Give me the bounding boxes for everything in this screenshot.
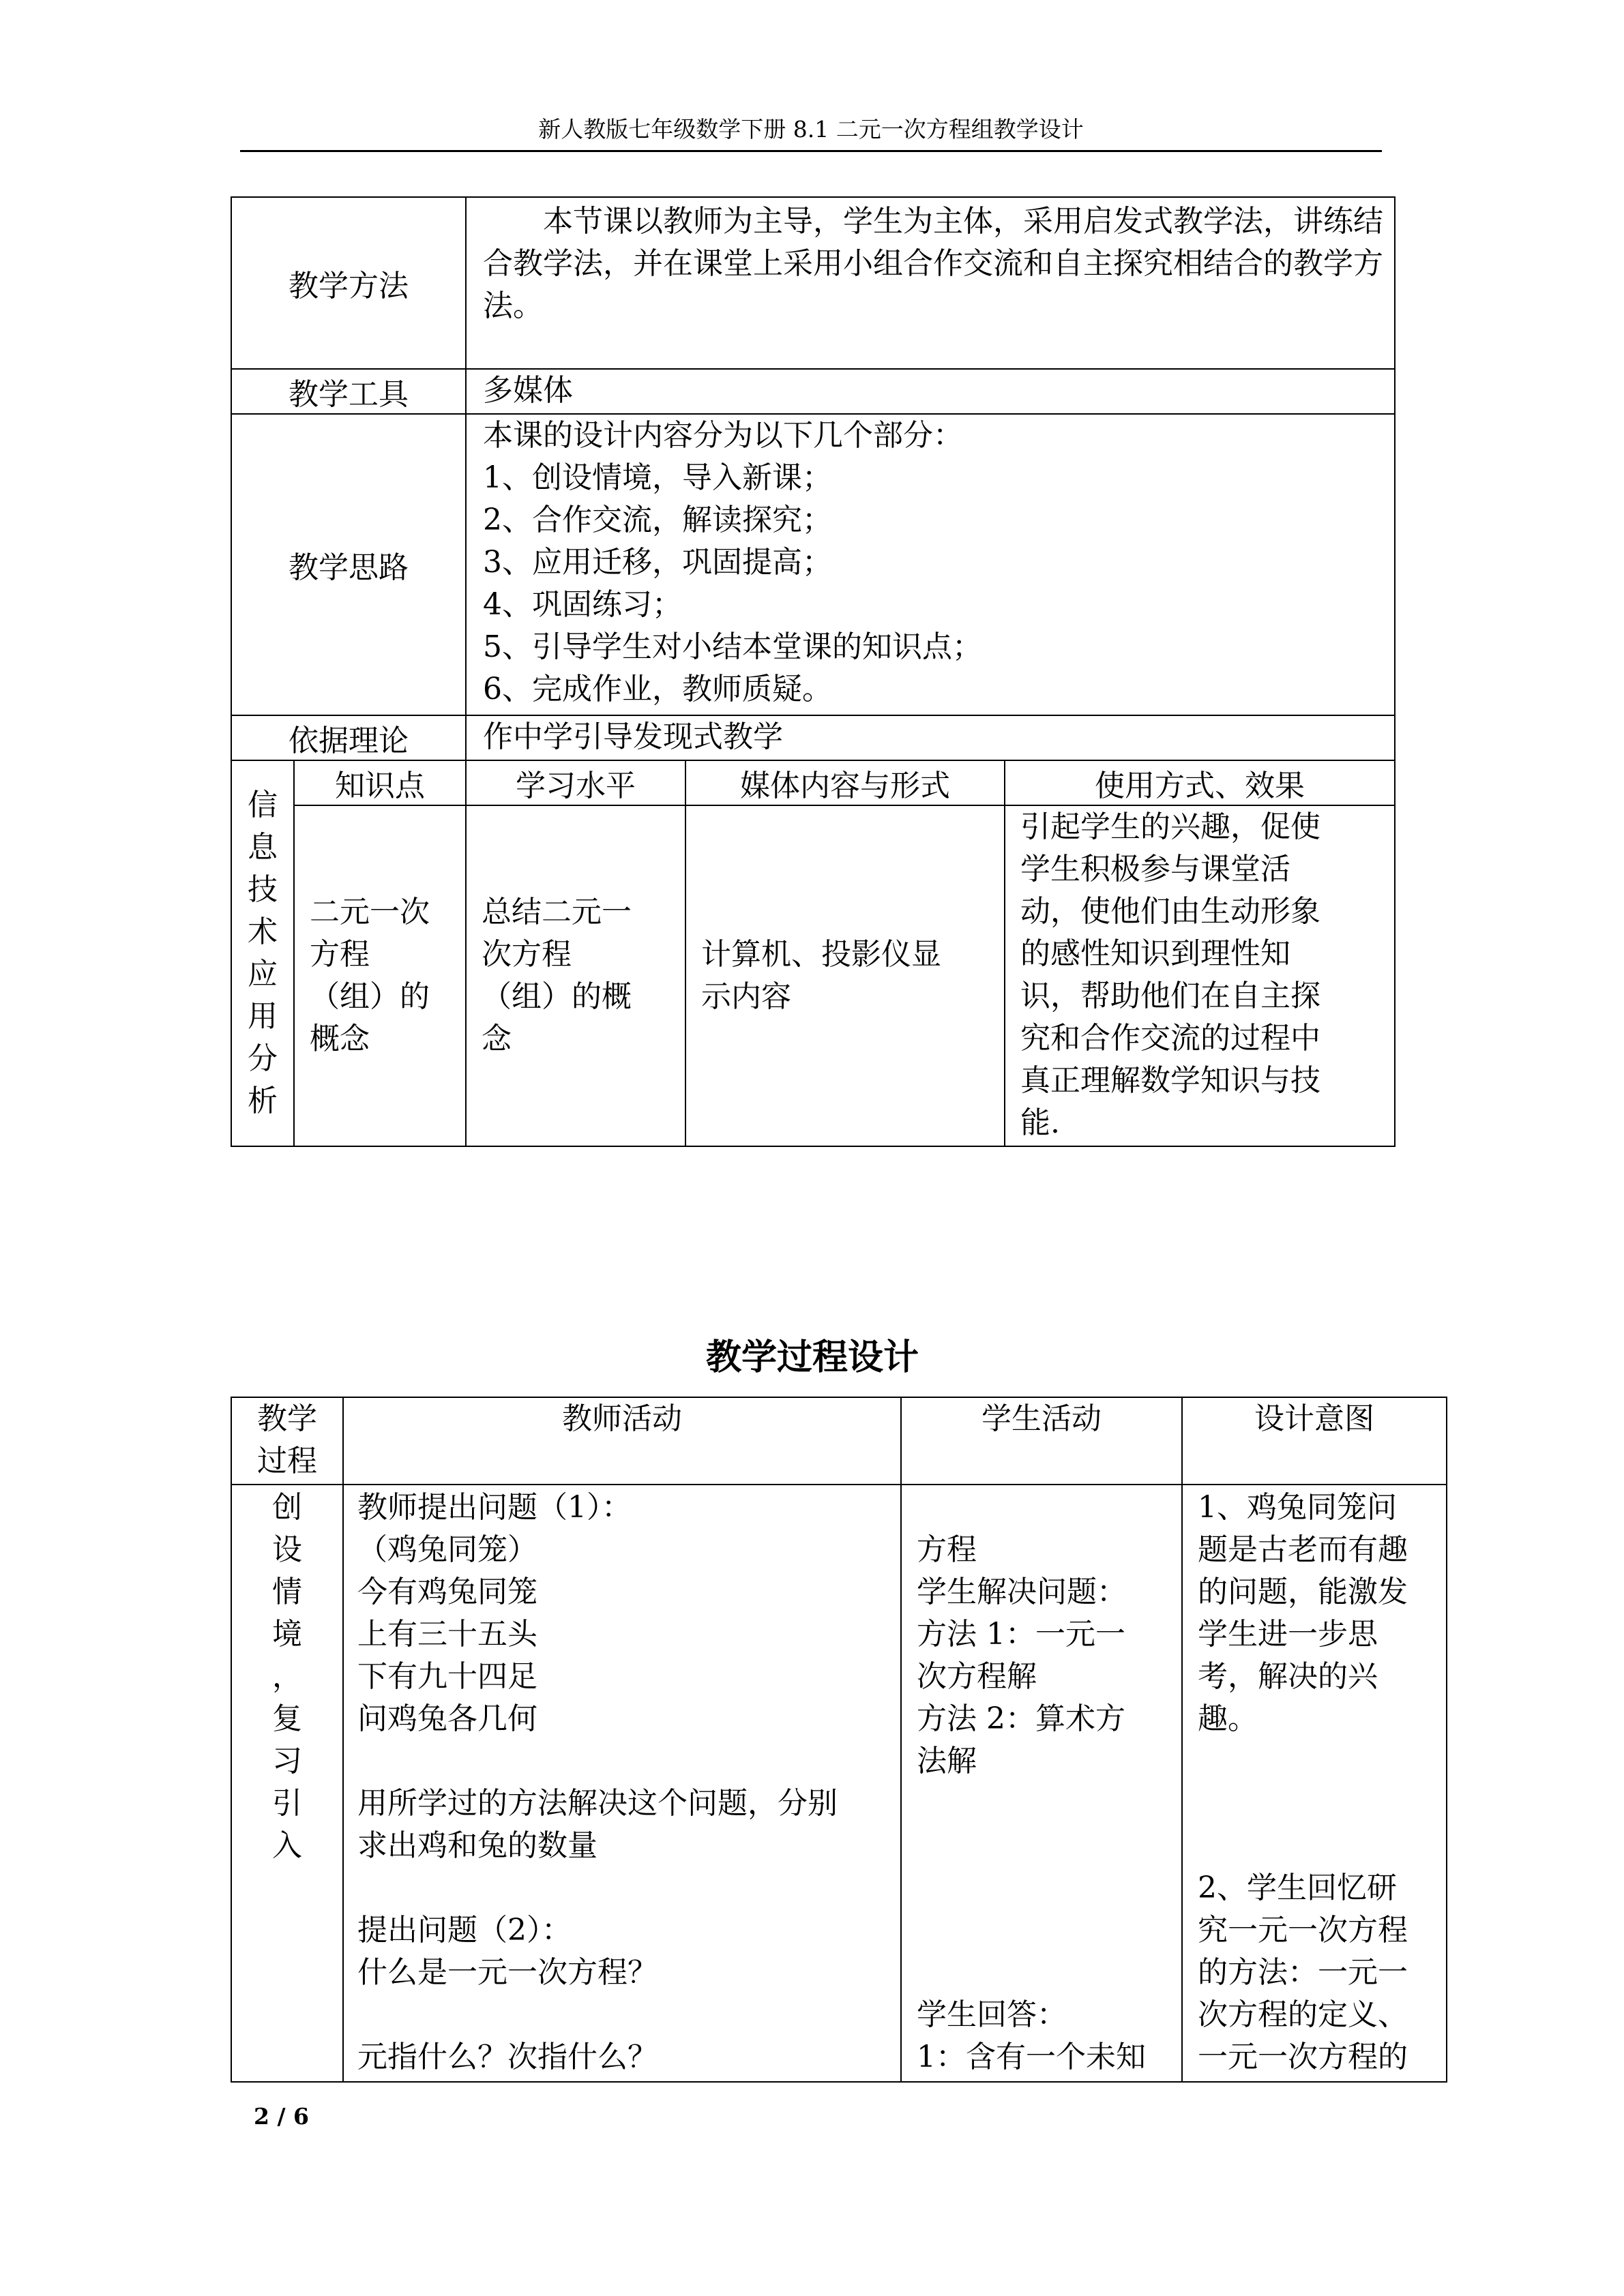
stage-char: 创 [272,1490,302,1525]
student-line: 方法 2：算术方 [917,1701,1125,1736]
it-content-row [231,805,1395,1146]
it-header-media: 媒体内容与形式 [685,760,1005,805]
theory-row [231,715,1395,760]
teacher-line: 用所学过的方法解决这个问题，分别 [357,1786,838,1821]
it-label-char: 应 [248,957,278,992]
page-number: 2 / 6 [254,2103,309,2130]
it-effect-line: 引起学生的兴趣，促使 [1020,809,1320,844]
process-section-title: 教学过程设计 [705,1337,919,1378]
it-media-cell [685,805,1005,1146]
student-line [917,1867,1181,1909]
it-label-char: 分 [248,1041,278,1076]
student-line [917,1825,1181,1867]
method-row [231,197,1395,369]
it-effect-line: 能. [1020,1105,1060,1140]
it-media-line: 示内容 [701,979,791,1014]
teacher-line: 问鸡兔各几何 [357,1701,537,1736]
it-effect-line: 识，帮助他们在自主探 [1020,979,1320,1013]
it-header-row [231,760,1395,805]
teacher-line: 今有鸡兔同笼 [357,1575,537,1609]
process-header-row [231,1397,1447,1485]
method-label: 教学方法 [231,197,466,369]
approach-row [231,414,1395,715]
intent-line: 题是古老而有趣 [1198,1532,1408,1567]
it-effect-line: 的感性知识到理性知 [1020,936,1290,971]
it-label-char: 术 [248,914,278,949]
teacher-line: （鸡兔同笼） [357,1532,537,1567]
header-teacher: 教师活动 [343,1397,901,1485]
stage-char: 情 [272,1575,302,1609]
student-line [917,1909,1181,1952]
header-student: 学生活动 [901,1397,1182,1485]
student-line [917,1783,1181,1825]
teaching-process-table [231,1397,1447,2083]
student-line: 方程 [917,1532,977,1567]
it-level-line: （组）的概 [482,979,632,1014]
it-level-line: 次方程 [482,937,572,972]
approach-label: 教学思路 [231,414,466,715]
student-line: 方法 1：一元一 [917,1617,1125,1652]
approach-line: 本课的设计内容分为以下几个部分： [483,418,963,453]
it-effect-line: 学生积极参与课堂活 [1020,852,1290,886]
stage-char: ， [272,1659,302,1694]
stage-char: 入 [272,1828,302,1863]
stage-char: 设 [272,1532,302,1567]
stage-cell [231,1485,343,2082]
it-effect-line: 动，使他们由生动形象 [1020,894,1320,929]
teacher-line: 上有三十五头 [357,1617,537,1652]
intent-line: 次方程的定义、 [1198,1997,1408,2032]
it-knowledge-cell [294,805,466,1146]
tools-content: 多媒体 [466,369,1395,414]
it-effect-cell [1005,805,1395,1146]
method-text: 本节课以教师为主导，学生为主体，采用启发式教学法，讲练结合教学法，并在课堂上采用小组合作交流和自主探究相结合的教学方法。 [483,204,1383,323]
intent-line: 究一元一次方程 [1198,1913,1408,1948]
teacher-activity-cell [343,1485,901,2082]
teacher-line [357,1994,900,2036]
header-stage [231,1397,343,1485]
it-label-char: 信 [248,788,278,822]
process-content-row [231,1485,1447,2082]
it-label-char: 用 [248,999,278,1034]
it-level-cell [466,805,685,1146]
stage-char: 引 [272,1786,302,1821]
intent-line: 趣。 [1198,1701,1258,1736]
stage-char: 复 [272,1701,302,1736]
student-line: 法解 [917,1744,977,1778]
intent-line [1198,1783,1439,1825]
teacher-line: 下有九十四足 [357,1659,537,1694]
teaching-info-table [231,196,1396,1147]
it-effect-line: 真正理解数学知识与技 [1020,1063,1320,1098]
student-activity-cell [901,1485,1182,2082]
theory-content: 作中学引导发现式教学 [466,715,1395,760]
it-analysis-label [231,760,294,1146]
tools-row [231,369,1395,414]
student-line: 1：含有一个未知 [917,2040,1146,2074]
approach-line: 5、引导学生对小结本堂课的知识点； [483,629,982,664]
it-knowledge-line: 二元一次 [310,895,430,929]
header-intent: 设计意图 [1182,1397,1447,1485]
it-label-char: 息 [248,830,278,865]
theory-label: 依据理论 [231,715,466,760]
approach-line: 4、巩固练习； [483,587,682,622]
teacher-line [357,1867,900,1909]
header-stage-line: 过程 [257,1444,317,1478]
stage-char: 习 [272,1744,302,1778]
teacher-line: 元指什么？次指什么？ [357,2040,658,2074]
it-level-line: 念 [482,1022,512,1056]
it-knowledge-line: （组）的 [310,979,430,1014]
approach-line: 2、合作交流，解读探究； [483,503,832,537]
stage-char: 境 [272,1617,302,1652]
it-header-level: 学习水平 [466,760,685,805]
header-stage-line: 教学 [257,1401,317,1436]
it-media-line: 计算机、投影仪显 [701,937,941,972]
it-header-effect: 使用方式、效果 [1005,760,1395,805]
teacher-line: 什么是一元一次方程？ [357,1955,658,1990]
intent-line: 1、鸡兔同笼问 [1198,1490,1397,1525]
student-line: 学生回答： [917,1997,1067,2032]
approach-line: 6、完成作业，教师质疑。 [483,672,832,706]
design-intent-cell [1182,1485,1447,2082]
intent-line: 考，解决的兴 [1198,1659,1378,1694]
student-line: 次方程解 [917,1659,1037,1694]
intent-line [1198,1825,1439,1867]
approach-line: 3、应用迁移，巩固提高； [483,545,832,580]
approach-line: 1、创设情境，导入新课； [483,460,832,495]
approach-content [466,414,1395,715]
tools-label: 教学工具 [231,369,466,414]
it-knowledge-line: 概念 [310,1022,370,1056]
it-level-line: 总结二元一 [482,895,632,929]
student-line: 学生解决问题： [917,1575,1127,1609]
intent-line: 的方法：一元一 [1198,1955,1408,1990]
teacher-line: 求出鸡和兔的数量 [357,1828,597,1863]
intent-line: 2、学生回忆研 [1198,1870,1397,1905]
student-line [917,1487,1181,1529]
intent-line: 学生进一步思 [1198,1617,1378,1652]
it-label-char: 技 [248,872,278,907]
it-knowledge-line: 方程 [310,937,370,972]
student-line [917,1952,1181,1994]
document-header: 新人教版七年级数学下册 8.1 二元一次方程组教学设计 [240,109,1382,152]
teacher-line [357,1740,900,1783]
it-effect-line: 究和合作交流的过程中 [1020,1021,1320,1056]
intent-line [1198,1740,1439,1783]
intent-line: 的问题，能激发 [1198,1575,1408,1609]
it-header-knowledge: 知识点 [294,760,466,805]
teacher-line: 提出问题（2）： [357,1913,572,1948]
it-label-char: 析 [248,1084,278,1118]
teacher-line: 教师提出问题（1）： [357,1490,632,1525]
method-content [466,197,1395,369]
intent-line: 一元一次方程的 [1198,2040,1408,2074]
